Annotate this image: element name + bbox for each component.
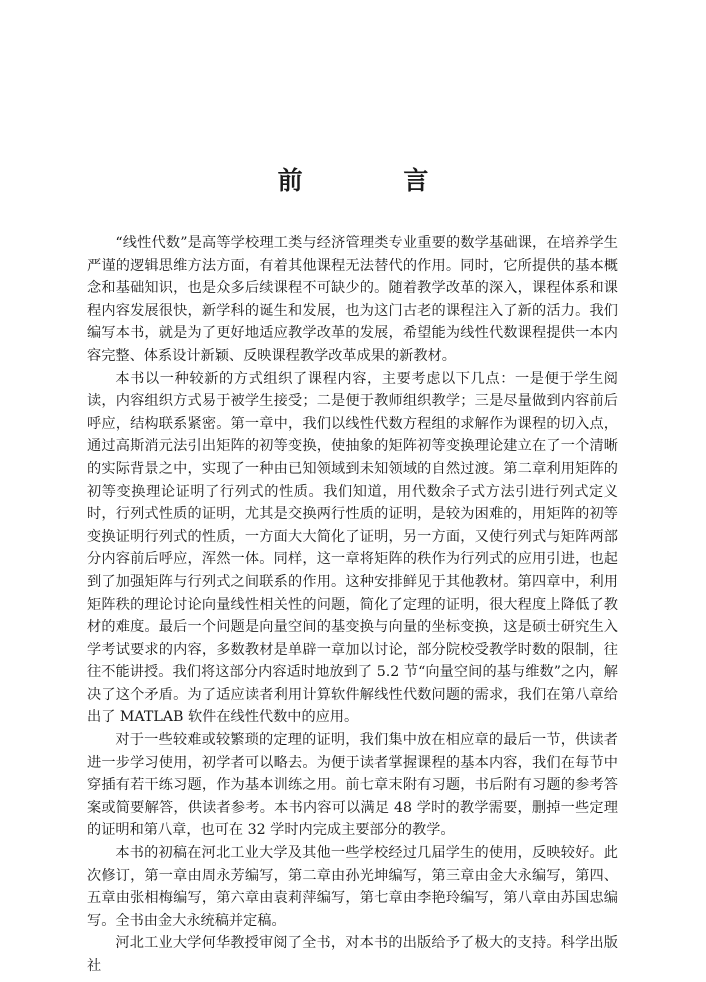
page-title: 前 言 [277, 166, 475, 195]
paragraph-4: 本书的初稿在河北工业大学及其他一些学校经过几届学生的使用，反映较好。此次修订，第一章由周永芳编写，第二章由孙光坤编写，第三章由金大永编写，第四、五章由张相梅编写，第六章由袁莉萍编写，第七章由李艳玲编写，第八章由苏国忠编写。全书由金大永统稿并定稿。 [87, 845, 618, 929]
paragraph-5: 河北工业大学何华教授审阅了全书，对本书的出版给予了极大的支持。科学出版社 [87, 935, 618, 974]
paragraph-3: 对于一些较难或较繁琐的定理的证明，我们集中放在相应章的最后一节，供读者进一步学习使用，初学者可以略去。为便于读者掌握课程的基本内容，我们在每节中穿插有若干练习题，作为基本训练之用。前七章末附有习题，书后附有习题的参考答案或简要解答，供读者参考。本书内容可以满足 48 学时的教学需要，删掉一些定理的证明和第八章，也可在 32 学时内完成主要部分的教学。 [87, 732, 618, 839]
paragraph-1: “线性代数”是高等学校理工类与经济管理类专业重要的数学基础课，在培养学生严谨的逻辑思维方法方面，有着其他课程无法替代的作用。同时，它所提供的基本概念和基础知识，也是众多后续课程不可缺少的。随着教学改革的深入，课程体系和课程内容发展很快，新学科的诞生和发展，也为这门古老的课程注入了新的活力。我们编写本书，就是为了更好地适应教学改革的发展，希望能为线性代数课程提供一本内容完整、体系设计新颖、反映课程教学改革成果的新教材。 [87, 235, 618, 364]
preface-body [87, 232, 618, 978]
paragraph-2: 本书以一种较新的方式组织了课程内容，主要考虑以下几点：一是便于学生阅读，内容组织方式易于被学生接受；二是便于教师组织教学；三是尽量做到内容前后呼应，结构联系紧密。第一章中，我们以线性代数方程组的求解作为课程的切入点，通过高斯消元法引出矩阵的初等变换，使抽象的矩阵初等变换理论建立在了一个清晰的实际背景之中，实现了一种由已知领域到未知领域的自然过渡。第二章利用矩阵的初等变换理论证明了行列式的性质。我们知道，用代数余子式方法引进行列式定义时，行列式性质的证明，尤其是交换两行性质的证明，是较为困难的，用矩阵的初等变换证明行列式的性质，一方面大大简化了证明，另一方面，又使行列式与矩阵两部分内容前后呼应，浑然一体。同样，这一章将矩阵的秩作为行列式的应用引进，也起到了加强矩阵与行列式之间联系的作用。这种安排鲜见于其他教材。第四章中，利用矩阵秩的理论讨论向量线性相关性的问题，简化了定理的证明，很大程度上降低了教材的难度。最后一个问题是向量空间的基变换与向量的坐标变换，这是硕士研究生入学考试要求的内容，多数教材是单辟一章加以讨论，部分院校受教学时数的限制，往往不能讲授。我们将这部分内容适时地放到了 5.2 节“向量空间的基与维数”之内，解决了这个矛盾。为了适应读者利用计算软件解线性代数问题的需求，我们在第八章给出了 MATLAB 软件在线性代数中的应用。 [87, 370, 618, 726]
